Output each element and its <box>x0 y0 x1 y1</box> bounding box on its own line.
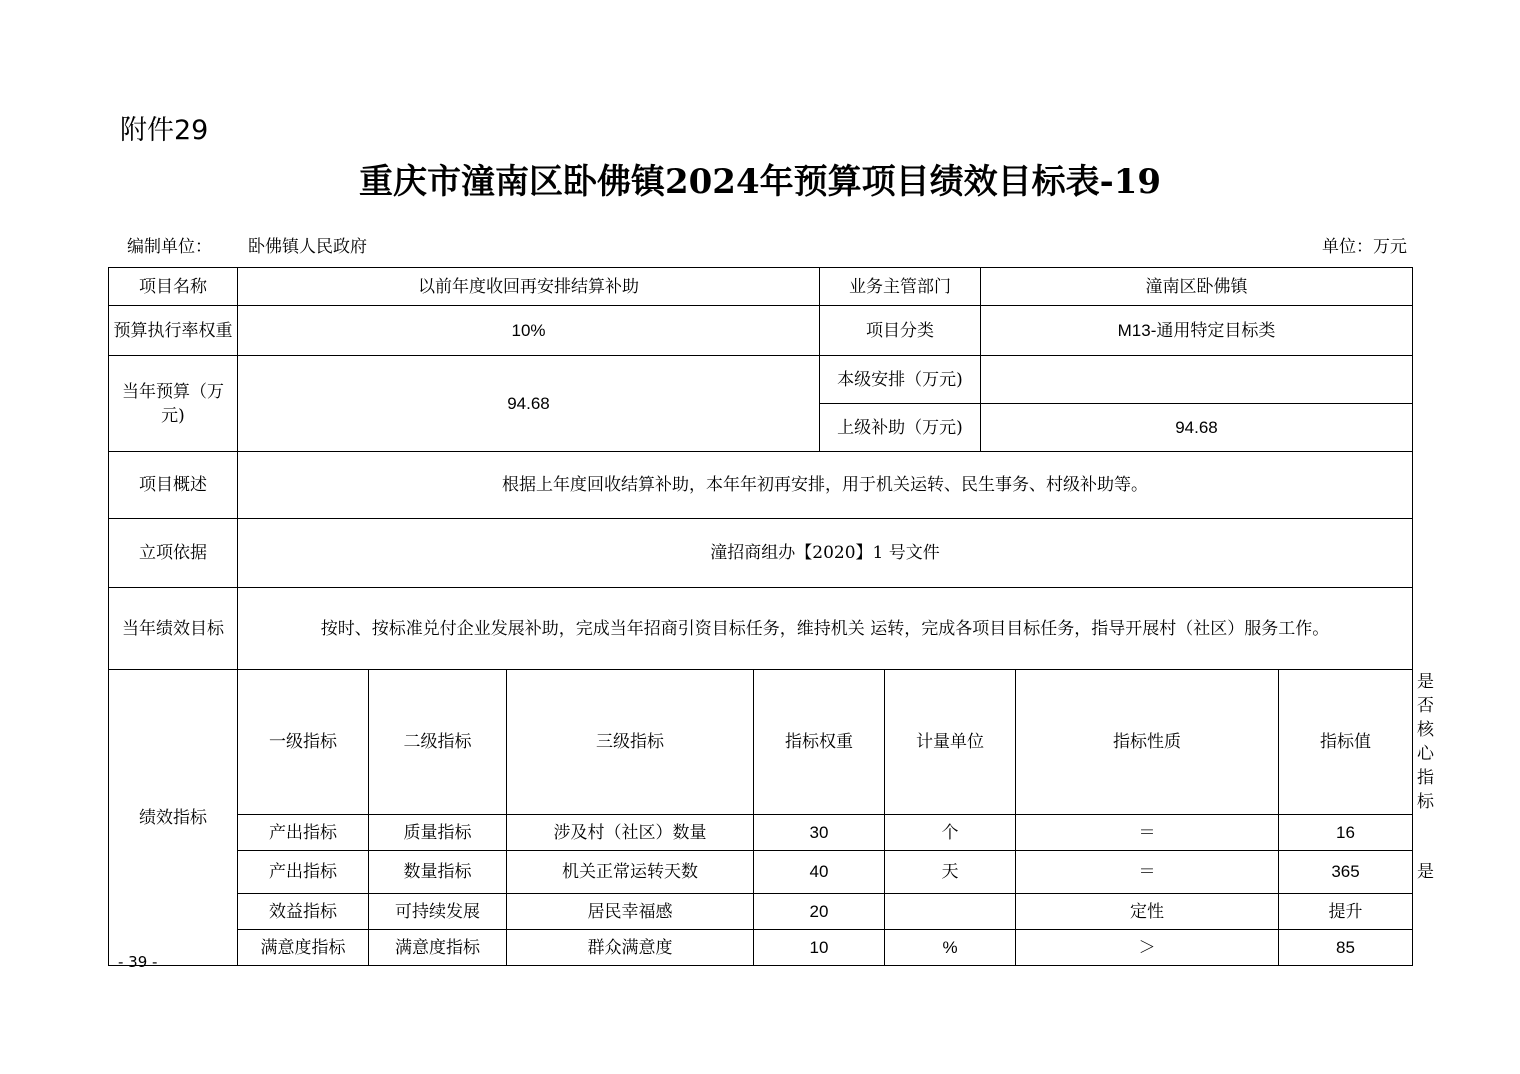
goal-label: 当年绩效目标 <box>109 588 238 670</box>
compiler-label: 编制单位： <box>127 237 212 257</box>
currency-unit: 单位：万元 <box>1322 237 1407 257</box>
header-level1: 一级指标 <box>238 670 369 815</box>
local-label: 本级安排（万元) <box>820 356 981 404</box>
goal-value: 按时、按标准兑付企业发展补助，完成当年招商引资目标任务，维持机关 运转，完成各项目目标任务，指导开展村（社区）服务工作。 <box>238 588 1413 670</box>
indicator-header-row: 绩效指标 一级指标 二级指标 三级指标 指标权重 计量单位 指标性质 指标值 是否核心指标 <box>109 670 1413 815</box>
indicator-value: 16 <box>1279 815 1413 851</box>
indicator-weight: 30 <box>754 815 885 851</box>
indicator-level2: 可持续发展 <box>369 894 507 930</box>
table-row <box>109 306 1413 356</box>
indicator-value: 85 <box>1279 930 1413 966</box>
exec-rate-label: 预算执行率权重 <box>109 306 238 356</box>
compiler-unit <box>127 232 367 257</box>
indicator-nature: ＝ <box>1016 851 1279 894</box>
indicator-level1: 效益指标 <box>238 894 369 930</box>
indicator-level3: 居民幸福感 <box>507 894 754 930</box>
indicator-level1: 产出指标 <box>238 815 369 851</box>
table-row <box>109 268 1413 306</box>
document-title: 重庆市潼南区卧佛镇2024年预算项目绩效目标表-19 <box>358 162 1162 202</box>
header-level2: 二级指标 <box>369 670 507 815</box>
indicator-value: 365 <box>1279 851 1413 894</box>
indicator-nature: ＞ <box>1016 930 1279 966</box>
overview-label: 项目概述 <box>109 452 238 519</box>
table-row <box>109 519 1413 588</box>
indicator-row <box>109 815 1413 851</box>
header-value: 指标值 <box>1279 670 1413 815</box>
indicator-level2: 质量指标 <box>369 815 507 851</box>
category-value: M13-通用特定目标类 <box>981 306 1413 356</box>
performance-table <box>108 267 1434 966</box>
indicator-weight: 40 <box>754 851 885 894</box>
exec-rate-value: 10% <box>238 306 820 356</box>
header-nature: 指标性质 <box>1016 670 1279 815</box>
table-row <box>109 588 1413 670</box>
indicator-value: 提升 <box>1279 894 1413 930</box>
indicator-unit: 天 <box>885 851 1016 894</box>
table-row <box>109 452 1413 519</box>
header-weight: 指标权重 <box>754 670 885 815</box>
indicator-row <box>109 894 1413 930</box>
basis-label: 立项依据 <box>109 519 238 588</box>
overview-value: 根据上年度回收结算补助，本年年初再安排，用于机关运转、民生事务、村级补助等。 <box>238 452 1413 519</box>
indicator-level1: 产出指标 <box>238 851 369 894</box>
local-value <box>981 356 1413 404</box>
table-row <box>109 356 1413 404</box>
budget-value: 94.68 <box>238 356 820 452</box>
indicator-level2: 数量指标 <box>369 851 507 894</box>
category-label: 项目分类 <box>820 306 981 356</box>
indicator-level3: 机关正常运转天数 <box>507 851 754 894</box>
budget-label: 当年预算（万元) <box>109 356 238 452</box>
basis-value: 潼招商组办【2020】1 号文件 <box>238 519 1413 588</box>
indicator-nature: 定性 <box>1016 894 1279 930</box>
indicator-unit: % <box>885 930 1016 966</box>
page-number: - 39 - <box>118 953 158 971</box>
indicator-unit: 个 <box>885 815 1016 851</box>
indicator-nature: ＝ <box>1016 815 1279 851</box>
compiler-value: 卧佛镇人民政府 <box>248 237 367 257</box>
indicator-row <box>109 930 1413 966</box>
indicator-unit <box>885 894 1016 930</box>
indicator-weight: 20 <box>754 894 885 930</box>
upper-value: 94.68 <box>981 404 1413 452</box>
indicator-level1: 满意度指标 <box>238 930 369 966</box>
indicator-weight: 10 <box>754 930 885 966</box>
attachment-label: 附件29 <box>120 115 209 146</box>
project-name-value: 以前年度收回再安排结算补助 <box>238 268 820 306</box>
indicators-label: 绩效指标 <box>109 670 238 966</box>
indicator-level3: 涉及村（社区）数量 <box>507 815 754 851</box>
header-unit: 计量单位 <box>885 670 1016 815</box>
dept-label: 业务主管部门 <box>820 268 981 306</box>
indicator-row: 产出指标 数量指标 机关正常运转天数 40 天 ＝ 365 是 <box>109 851 1413 894</box>
indicator-level2: 满意度指标 <box>369 930 507 966</box>
upper-label: 上级补助（万元) <box>820 404 981 452</box>
header-level3: 三级指标 <box>507 670 754 815</box>
indicator-level3: 群众满意度 <box>507 930 754 966</box>
dept-value: 潼南区卧佛镇 <box>981 268 1413 306</box>
project-name-label: 项目名称 <box>109 268 238 306</box>
